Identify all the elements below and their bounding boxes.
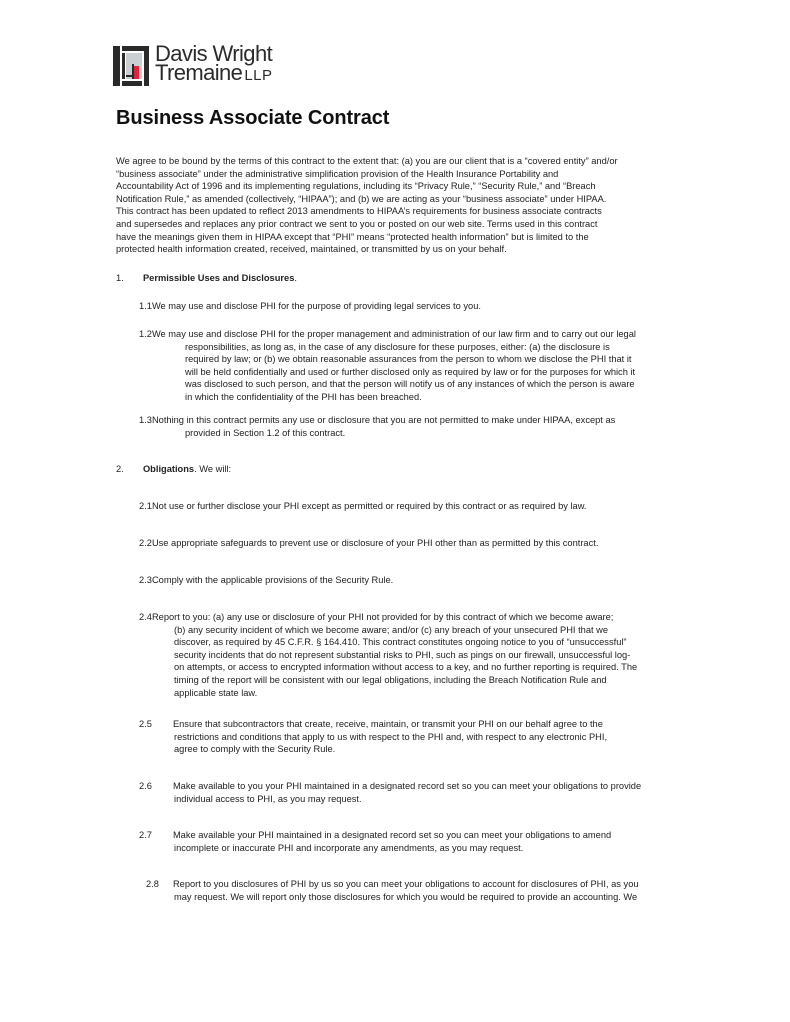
clause-number: 2.3 [139, 575, 152, 585]
clause-text: security incidents that do not represent substantial risks to PHI, such as pings on our firewall, unsuccessful log- [174, 649, 631, 660]
clause-number: 2.8 [146, 879, 159, 889]
clause-2-6 [139, 780, 641, 805]
section-2-heading [116, 463, 231, 476]
logo-mark-icon [113, 46, 149, 86]
intro-paragraph [116, 155, 618, 256]
section-title: Permissible Uses and Disclosures [142, 273, 295, 283]
intro-line: and supersedes and replaces any prior contract we sent to you or posted on our web site. Terms used in this contract [116, 218, 598, 229]
clause-text: individual access to PHI, as you may request. [174, 793, 362, 804]
clause-2-4 [139, 611, 637, 699]
clause-text: was disclosed to such person, and that the person will notify us of any instances of which the person is aware [185, 379, 635, 390]
logo-line-2 [155, 60, 273, 85]
clause-text: Ensure that subcontractors that create, receive, maintain, or transmit your PHI on our behalf agree to the [172, 719, 603, 729]
intro-line: “business associate” under the administrative simplification provision of the Health Insurance Portability and [116, 168, 559, 179]
logo-line-1: Davis Wright [155, 41, 273, 66]
clause-text: Make available to you your PHI maintained in a designated record set so you can meet your obligations to provide [172, 781, 642, 791]
intro-line: We agree to be bound by the terms of this contract to the extent that: (a) you are our client that is a “covered entity” and/or [116, 156, 618, 166]
section-1-heading [116, 272, 297, 285]
logo-suffix: LLP [244, 67, 273, 84]
intro-line: protected health information created, received, maintained, or transmitted by us on your behalf. [116, 244, 507, 255]
clause-text: applicable state law. [174, 687, 258, 698]
clause-text: Make available your PHI maintained in a designated record set so you can meet your obligations to amend [172, 830, 612, 840]
clause-text: provided in Section 1.2 of this contract. [185, 427, 346, 438]
logo-line-2-text: Tremaine [155, 60, 243, 85]
clause-number: 1.2 [139, 329, 152, 339]
clause-1-1 [139, 300, 481, 313]
section-title: Obligations [142, 464, 195, 474]
clause-text: Comply with the applicable provisions of the Security Rule. [151, 575, 394, 585]
intro-line: This contract has been updated to reflect 2013 amendments to HIPAA’s requirements for business associate contracts [116, 206, 602, 217]
clause-1-2 [139, 328, 636, 404]
clause-text: on attempts, or access to encrypted information without access to a key, and no further reporting is required. The [174, 662, 638, 673]
clause-text: incomplete or inaccurate PHI and incorporate any amendments, as you may request. [174, 842, 524, 853]
clause-text: discover, as required by 45 C.F.R. § 164.410. This contract constitutes ongoing notice to you of “unsuccessful” [174, 637, 627, 648]
clause-text: Use appropriate safeguards to prevent use or disclosure of your PHI other than as permitted by this contract. [151, 538, 599, 548]
clause-text: in which the confidentiality of the PHI has been breached. [185, 391, 422, 402]
clause-number: 1.3 [139, 415, 152, 425]
clause-number: 2.5 [139, 719, 152, 729]
clause-2-8 [146, 878, 639, 903]
intro-line: Notification Rule,” as amended (collectively, “HIPAA”); and (b) we are acting as your “business associate” under HIPAA. [116, 193, 607, 204]
intro-line: have the meanings given them in HIPAA except that “PHI” means “protected health information” but is limited to the [116, 231, 589, 242]
clause-number: 2.4 [139, 612, 152, 622]
section-number: 1. [116, 273, 124, 283]
clause-number: 2.6 [139, 781, 152, 791]
clause-text: may request. We will report only those disclosures for which you would be required to provide an accounting. We [174, 891, 638, 902]
section-title-suffix: . We will: [194, 464, 232, 474]
clause-text: responsibilities, as long as, in the case of any disclosure for these purposes, either: (a) the disclosure is [185, 341, 610, 352]
clause-text: will be held confidentially and used or further disclosed only as required by law or for the purposes for which it [185, 366, 636, 377]
clause-text: Not use or further disclose your PHI except as permitted or required by this contract or as required by law. [151, 501, 587, 511]
document-title: Business Associate Contract [116, 107, 390, 129]
clause-text: agree to comply with the Security Rule. [174, 744, 336, 755]
firm-logo [113, 41, 273, 86]
clause-text: Report to you disclosures of PHI by us so you can meet your obligations to account for disclosures of PHI, as you [172, 879, 639, 889]
clause-2-7 [139, 829, 611, 854]
clause-text: We may use and disclose PHI for the purpose of providing legal services to you. [151, 301, 481, 311]
clause-text: Report to you: (a) any use or disclosure of your PHI not provided for by this contract of which we become aware; [151, 612, 614, 622]
clause-number: 2.2 [139, 538, 152, 548]
clause-2-1 [139, 500, 587, 513]
clause-text: restrictions and conditions that apply to us with respect to the PHI and, with respect to any electronic PHI, [174, 731, 608, 742]
clause-2-2 [139, 537, 598, 550]
clause-number: 2.1 [139, 501, 152, 511]
section-title-suffix: . [294, 273, 297, 283]
clause-1-3 [139, 414, 615, 439]
clause-2-3 [139, 574, 393, 587]
clause-number: 2.7 [139, 830, 152, 840]
clause-number: 1.1 [139, 301, 152, 311]
clause-text: timing of the report will be consistent with our legal obligations, including the Breach Notification Rule and [174, 674, 607, 685]
clause-text: Nothing in this contract permits any use or disclosure that you are not permitted to make under HIPAA, except as [151, 415, 616, 425]
section-number: 2. [116, 464, 124, 474]
clause-2-5 [139, 718, 607, 756]
clause-text: We may use and disclose PHI for the proper management and administration of our law firm and to carry out our legal [151, 329, 636, 339]
clause-text: (b) any security incident of which we become aware; and/or (c) any breach of your unsecured PHI that we [174, 624, 609, 635]
clause-text: required by law; or (b) we obtain reasonable assurances from the person to whom we disclose the PHI that it [185, 354, 632, 365]
intro-line: Accountability Act of 1996 and its implementing regulations, including its “Privacy Rule,” “Security Rule,” and “Breach [116, 181, 596, 192]
logo-wordmark [155, 41, 273, 85]
